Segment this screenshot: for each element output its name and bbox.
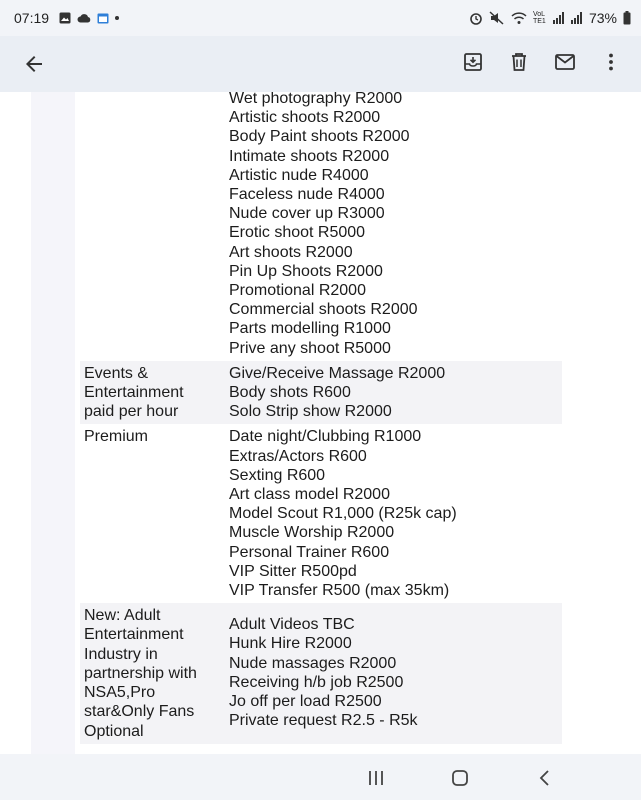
- category-label: paid per hour: [84, 403, 179, 421]
- category-cell: [80, 361, 225, 425]
- delete-icon[interactable]: [507, 50, 531, 74]
- list-item: Artistic shoots R2000: [229, 109, 381, 127]
- alarm-icon: [469, 11, 483, 25]
- email-app-bar: [0, 36, 641, 92]
- network-label: VoLTE1: [532, 11, 546, 25]
- items-cell: [225, 603, 562, 743]
- cloud-icon: [77, 13, 91, 23]
- category-label: star&Only Fans: [84, 703, 195, 721]
- list-item: Receiving h/b job R2500: [229, 673, 404, 691]
- list-item: Date night/Clubbing R1000: [229, 428, 422, 446]
- calendar-icon: [97, 12, 109, 24]
- email-body[interactable]: [0, 92, 641, 754]
- list-item: Nude massages R2000: [229, 654, 397, 672]
- mute-icon: [489, 11, 505, 25]
- list-item: Intimate shoots R2000: [229, 147, 390, 165]
- mail-icon[interactable]: [553, 50, 577, 74]
- category-cell: [80, 603, 225, 743]
- category-label: partnership with: [84, 664, 197, 682]
- category-label: Optional: [84, 722, 144, 740]
- signal-icon: [553, 12, 565, 24]
- system-nav-bar: [0, 754, 641, 800]
- list-item: VIP Transfer R500 (max 35km): [229, 582, 450, 600]
- nav-back-icon[interactable]: [533, 766, 557, 790]
- notification-dot-icon: [115, 16, 119, 20]
- home-icon[interactable]: [448, 766, 472, 790]
- list-item: Sexting R600: [229, 466, 326, 484]
- wifi-icon: [511, 11, 527, 25]
- table-row: [80, 92, 562, 361]
- category-label: Premium: [84, 428, 149, 446]
- list-item: Body shots R600: [229, 384, 351, 402]
- category-cell: [80, 92, 225, 361]
- list-item: Give/Receive Massage R2000: [229, 364, 446, 382]
- category-label: Events &: [84, 364, 149, 382]
- category-cell: [80, 424, 225, 603]
- list-item: Promotional R2000: [229, 282, 366, 300]
- list-item: VIP Sitter R500pd: [229, 562, 357, 580]
- items-cell: [225, 424, 562, 603]
- list-item: Adult Videos TBC: [229, 616, 355, 634]
- back-arrow-icon[interactable]: [22, 52, 46, 76]
- list-item: Extras/Actors R600: [229, 447, 367, 465]
- signal-icon-2: [571, 12, 583, 24]
- category-label: Entertainment: [84, 384, 184, 402]
- list-item: Jo off per load R2500: [229, 693, 382, 711]
- list-item: Hunk Hire R2000: [229, 635, 352, 653]
- items-cell: [225, 361, 562, 425]
- list-item: Faceless nude R4000: [229, 186, 385, 204]
- list-item: Body Paint shoots R2000: [229, 128, 410, 146]
- list-item: Personal Trainer R600: [229, 543, 390, 561]
- list-item: Prive any shoot R5000: [229, 339, 391, 357]
- table-row: [80, 603, 562, 743]
- table-row: [80, 361, 562, 425]
- status-bar: [0, 0, 641, 36]
- list-item: Artistic nude R4000: [229, 166, 369, 184]
- category-label: Industry in: [84, 645, 158, 663]
- list-item: Parts modelling R1000: [229, 320, 391, 338]
- list-item: Commercial shoots R2000: [229, 301, 418, 319]
- list-item: Muscle Worship R2000: [229, 524, 395, 542]
- list-item: Wet photography R2000: [229, 92, 403, 107]
- list-item: Nude cover up R3000: [229, 205, 385, 223]
- list-item: Solo Strip show R2000: [229, 403, 392, 421]
- battery-icon: [623, 11, 631, 25]
- list-item: Pin Up Shoots R2000: [229, 262, 383, 280]
- list-item: Private request R2.5 - R5k: [229, 712, 418, 730]
- table-row: [80, 424, 562, 603]
- more-options-icon[interactable]: [599, 50, 623, 74]
- gallery-icon: [59, 12, 71, 24]
- list-item: Erotic shoot R5000: [229, 224, 366, 242]
- list-item: Art shoots R2000: [229, 243, 353, 261]
- items-cell: [225, 92, 562, 361]
- recents-icon[interactable]: [364, 766, 388, 790]
- category-label: NSA5,Pro: [84, 684, 156, 702]
- list-item: Art class model R2000: [229, 486, 390, 504]
- status-time: 07:19: [14, 10, 50, 26]
- archive-icon[interactable]: [461, 50, 485, 74]
- category-label: Entertainment: [84, 626, 184, 644]
- category-label: New: Adult: [84, 607, 161, 625]
- battery-percent: 73%: [588, 10, 617, 26]
- list-item: Model Scout R1,000 (R25k cap): [229, 505, 457, 523]
- rates-table: [80, 92, 562, 744]
